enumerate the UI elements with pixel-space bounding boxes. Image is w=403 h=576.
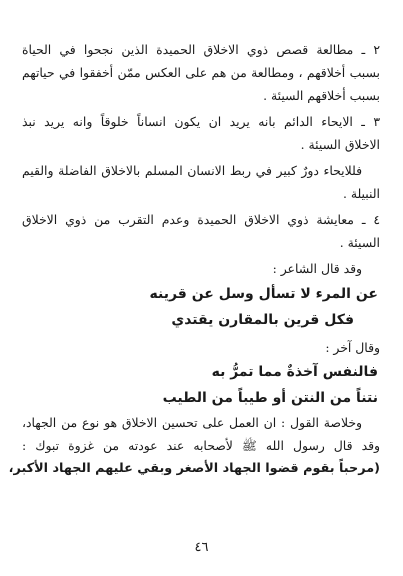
page-number: ٤٦ [194,540,209,555]
text-line: ٣ ـ الايحاء الدائم بانه يريد ان يكون انساناً خلوقاً وانه يريد نبذ [22,114,380,129]
poem-verse: عن المرء لا تسأل وسل عن قرينه [149,286,378,302]
poet-intro: وقد قال الشاعر : [272,261,362,276]
text-line: السيئة . [339,235,380,250]
text-line: فللايحاء دورٌ كبير في ربط الانسان المسلم بالاخلاق الفاضلة والقيم [22,163,362,178]
text-line: وخلاصة القول : ان العمل على تحسين الاخلاق هو نوع من الجهاد، [22,415,362,430]
page-body [8,38,380,481]
text-line: بسبب أخلاقهم السيئة . [263,88,380,103]
poem-verse: فكل قرين بالمقارن يقتدي [171,312,354,328]
text-line: وقال آخر : [325,340,380,355]
text-line: النبيلة . [342,186,380,201]
text-line: بسبب أخلاقهم ، ومطالعة من هم على العكس ممّن أخفقوا في حياتهم [22,65,380,80]
text-line: الاخلاق السيئة . [300,137,380,152]
text-line: ٢ ـ مطالعة قصص ذوي الاخلاق الحميدة الذين نجحوا في الحياة [22,42,380,57]
hadith-quote: (مرحباً بقوم قضوا الجهاد الأصغر وبقي عليهم الجهاد الأكبر، [8,461,380,476]
poem-verse: فالنفس آخذةٌ مما تمرُّ به [211,364,378,380]
text-line: ٤ ـ معايشة ذوي الاخلاق الحميدة وعدم التقرب من ذوي الاخلاق [22,212,380,227]
poem-verse: نتناً من النتن أو طيباً من الطيب [162,390,378,406]
text-line: وقد قال رسول الله ﷺ لأصحابه عند عودته من غزوة تبوك : [22,438,380,453]
